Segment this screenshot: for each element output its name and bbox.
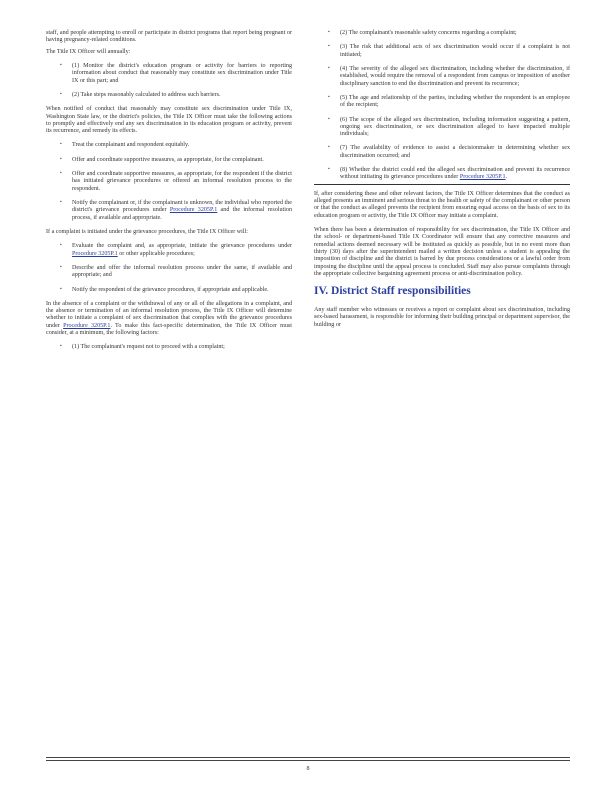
bullet-icon: ▪ [328,94,330,100]
bullet-icon: ▪ [60,243,62,249]
bullet-icon: ▪ [60,142,62,148]
paragraph: If, after considering these and other relevant factors, the Title IX Officer determines that the conduct as alleged presents an imminent and serious threat to the health or safety of the complainant or other person or that the conduct as alleged prevents the recipient from ensuring equal access on the basis of sex to its education program or activity, the Title IX Officer may initiate a complaint. [314,190,570,219]
list-item: ▪ (5) The age and relationship of the parties, including whether the respondent is an employee of the recipient; [328,94,570,109]
bullet-icon: ▪ [328,167,330,173]
list-item: ▪ (2) The complainant's reasonable safety concerns regarding a complaint; [328,30,517,36]
footer-divider [46,760,570,761]
list-item: ▪ Offer and coordinate supportive measures, as appropriate, for the respondent if the district has initiated grievance procedures or offered an informal resolution process to the respondent. [60,171,292,192]
procedure-link[interactable]: Procedure 3205P.1 [72,250,118,257]
annual-duties-list [46,63,292,99]
bullet-icon: ▪ [60,286,62,292]
list-item: ▪ (1) Monitor the district's education program or activity for barriers to reporting information about conduct that reasonably may constitute sex discrimination under Title IX or this part; and [60,62,292,84]
bullet-icon: ▪ [60,344,62,350]
right-column [314,30,570,336]
bullet-icon: ▪ [328,145,330,151]
factors-list-continued [314,30,570,185]
list-item: ▪ (1) The complainant's request not to proceed with a complaint; [60,344,225,351]
paragraph: When notified of conduct that reasonably may constitute sex discrimination under Title IX, Washington State law, or the district's policies, the Title IX Officer must take the following actions to promptly and effectively end any sex discrimination in its education program or activity, prevent its recurrence, and remedy its effects. [46,106,292,135]
list-item: ▪ Notify the complainant or, if the complainant is unknown, the individual who reported the district's grievance procedures under Procedure 3205P.1 and the informal resolution process, if available and appropriate. [60,200,293,221]
grievance-list [46,243,292,294]
list-item: ▪ (8) Whether the district could end the alleged sex discrimination and prevent its recurrence without initiating its grievance procedures under Procedure 3205P.1. [314,167,570,185]
page-number: 8 [306,766,310,772]
list-item: ▪ (2) Take steps reasonably calculated to address such barriers. [60,91,221,98]
list-item: ▪ Treat the complainant and respondent equitably. [60,142,190,149]
paragraph: The Title IX Officer will annually: [46,48,131,55]
bullet-icon: ▪ [60,62,62,68]
bullet-icon: ▪ [60,264,62,270]
footer-divider [46,757,570,758]
procedure-link[interactable]: Procedure 3205P.1 [169,207,218,214]
list-item: ▪ Notify the respondent of the grievance procedures, if appropriate and applicable. [60,286,269,293]
list-item: ▪ (7) The availability of evidence to assist a decisionmaker in determining whether sex discrimination occurred; and [328,145,570,159]
bullet-icon: ▪ [60,200,62,205]
factors-list [46,344,292,351]
bullet-icon: ▪ [60,156,62,162]
paragraph: Any staff member who witnesses or receives a report or complaint about sex discrimination, including sex-based harassment, is responsible for informing their building principal or department supervisor, the building or [314,306,570,328]
bullet-icon: ▪ [328,30,330,35]
paragraph: In the absence of a complaint or the withdrawal of any or all of the allegations in a complaint, and the absence or termination of an informal resolution process, the Title IX Officer will determine whether to initiate a complaint of sex discrimination that complies with the grievance procedures under Procedure 3205P.1. To make this fact-specific determination, the Title IX Officer must consider, at a minimum, the following factors: [46,300,293,337]
bullet-icon: ▪ [60,171,62,177]
bullet-icon: ▪ [328,44,330,50]
list-item: ▪ Offer and coordinate supportive measures, as appropriate, for the complainant. [60,156,264,163]
section-heading: IV. District Staff responsibilities [314,285,471,298]
bullet-icon: ▪ [60,91,62,97]
bullet-icon: ▪ [328,116,330,122]
list-item: ▪ (4) The severity of the alleged sex discrimination, including whether the discrimination, if established, would require the removal of a respondent from campus or imposition of another disciplinary sanction to end the discrimination and prevent its recurrence; [328,65,570,87]
bullet-icon: ▪ [328,65,330,71]
list-item: ▪ (3) The risk that additional acts of sex discrimination would occur if a complaint is not initiated; [328,44,570,58]
paragraph: If a complaint is initiated under the grievance procedures, the Title IX Officer will: [46,228,248,235]
procedure-link[interactable]: Procedure 3205P.1 [459,174,506,181]
procedure-link[interactable]: Procedure 3205P.1 [63,322,111,329]
actions-list [46,142,292,222]
list-item: ▪ Describe and offer the informal resolution process under the same, if available and appropriate; and [60,264,292,279]
list-item: ▪ Evaluate the complaint and, as appropriate, initiate the grievance procedures under Procedure 3205P.1 or other applicable procedures; [60,243,292,257]
left-column [46,30,292,359]
list-item: ▪ (6) The scope of the alleged sex discrimination, including information suggesting a pattern, ongoing sex discrimination, or sex discrimination alleged to have impacted multiple individuals; [328,116,570,138]
paragraph: staff, and people attempting to enroll or participate in district programs that report being pregnant or having pregnancy-related conditions. [46,30,292,44]
paragraph: When there has been a determination of responsibility for sex discrimination, the Title IX Officer and the school- or department-based Title IX Coordinator will ensure that any corrective measures and remedial actions deemed necessary will be instituted as quickly as possible, but in no event more than thirty (30) days after the superintendent mailed a written decision unless a student is appealing the imposition of discipline and the district is barred by due process considerations or a lawful order from imposing the discipline until the appeal process is concluded. Staff may also pursue complaints through the appropriate collective bargaining agreement process or anti-discrimination policy. [314,226,570,277]
